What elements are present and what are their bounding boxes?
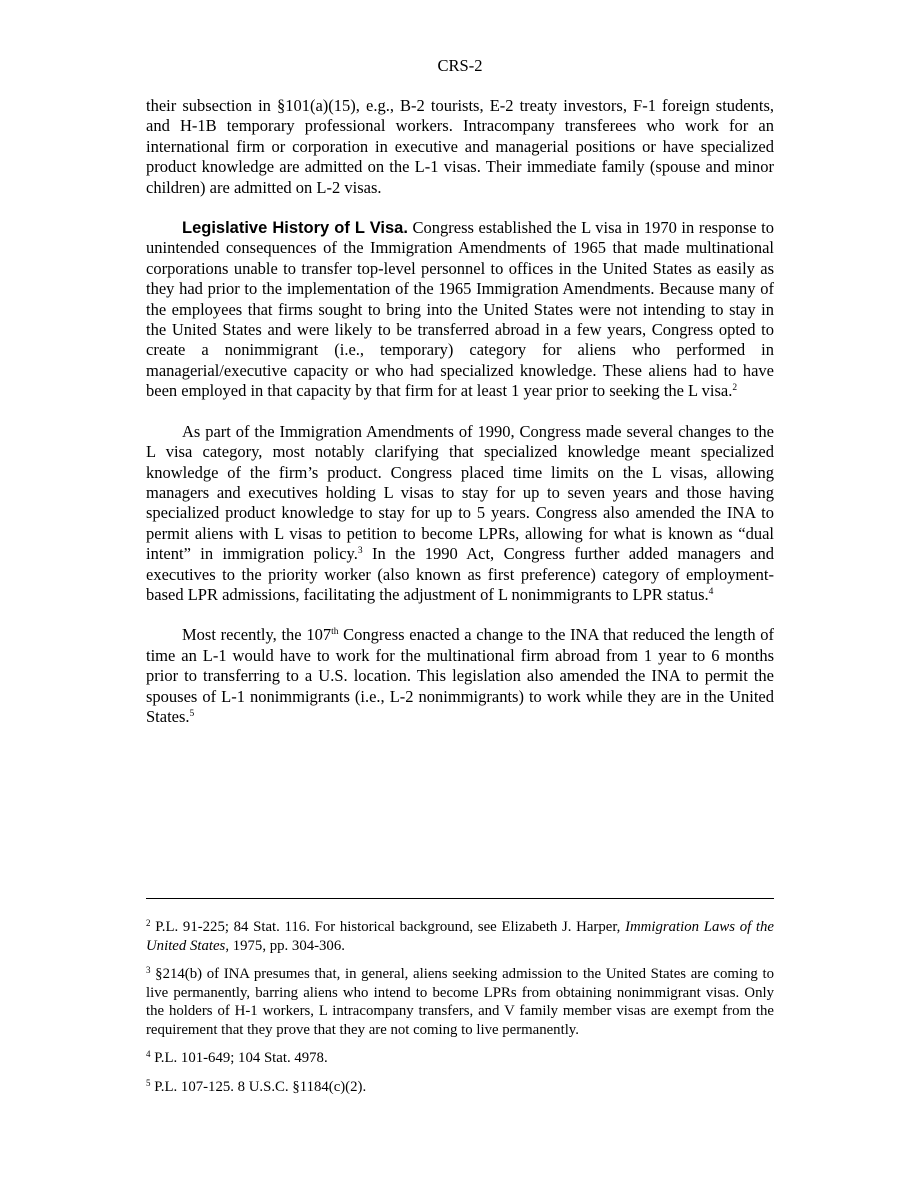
- body-text: [146, 96, 774, 747]
- paragraph-visa-categories: [146, 96, 774, 198]
- paragraph-legislative-history: [146, 218, 774, 402]
- footnote-ref-2[interactable]: 2: [732, 383, 738, 394]
- paragraph-text: Congress established the L visa in 1970 in response to unintended consequences of the Immigration Amendments of 1965 that made multinational corporations unable to transfer top-level personnel to offices in the United States as easily as they had prior to the implementation of the 1965 Immigration Amendments. Because many of the employees that firms sought to bring into the United States were not intending to stay in the United States and were likely to be transferred abroad in a few years, Congress opted to create a nonimmigrant (i.e., temporary) category for aliens who performed in managerial/executive capacity or who had specialized knowledge. These aliens had to have been employed in that capacity by that firm for at least 1 year prior to seeking the L visa.: [146, 218, 774, 401]
- paragraph-text: As part of the Immigration Amendments of 1990, Congress made several changes to the L visa category, most notably clarifying that specialized knowledge meant specialized knowledge of the firm’s product. Congress placed time limits on the L visas, allowing managers and executives holding L visas to stay for up to seven years and those having specialized product knowledge to stay for up to 5 years. Congress also amended the INA to permit aliens with L visas to petition to become LPRs, allowing for what is known as “dual intent” in immigration policy.: [146, 421, 774, 564]
- footnote-5: [146, 1078, 774, 1097]
- footnote-text: P.L. 91-225; 84 Stat. 116. For historical background, see Elizabeth J. Harper,: [150, 919, 626, 935]
- paragraph-107th-congress: [146, 625, 774, 727]
- paragraph-text: Congress enacted a change to the INA that reduced the length of time an L-1 would have to work for the multinational firm abroad from 1 year to 6 months prior to transferring to a U.S. location. This legislation also amended the INA to permit the spouses of L-1 nonimmigrants (i.e., L-2 nonimmigrants) to work while they are in the United States.: [146, 625, 774, 726]
- paragraph-text: Most recently, the 107: [182, 625, 332, 645]
- footnote-text: , 1975, pp. 304-306.: [225, 937, 345, 954]
- footnote-text: P.L. 101-649; 104 Stat. 4978.: [150, 1050, 328, 1066]
- footnote-2: [146, 918, 774, 955]
- footnote-3: [146, 965, 774, 1039]
- paragraph-text: In the 1990 Act, Congress further added managers and executives to the priority worker (also known as first preference) category of employment-based LPR admissions, facilitating the adjustment of L nonimmigrants to LPR status.: [146, 544, 774, 604]
- footnote-ref-5[interactable]: 5: [189, 708, 195, 719]
- footnote-number: 4: [146, 1049, 151, 1059]
- footnote-text: §214(b) of INA presumes that, in general, aliens seeking admission to the United States are coming to live permanently, barring aliens who intend to become LPRs from obtaining nonimmigrant visas. Only the holders of H-1 workers, L intracompany transfers, and V family member visas are exempt from the requirement that they prove that they are not coming to live permanently.: [146, 966, 774, 1038]
- section-heading: Legislative History of L Visa.: [182, 219, 408, 238]
- footnote-number: 5: [146, 1077, 151, 1088]
- footnote-4: [146, 1049, 774, 1068]
- paragraph-text: their subsection in §101(a)(15), e.g., B-2 tourists, E-2 treaty investors, F-1 foreign students, and H-1B temporary professional workers. Intracompany transferees who work for an international firm or corporation in executive and managerial positions or have specialized product knowledge are admitted on the L-1 visas. Their immediate family (spouse and minor children) are admitted on L-2 visas.: [146, 96, 774, 197]
- footnote-divider: [146, 898, 774, 899]
- footnote-ref-3[interactable]: 3: [357, 546, 363, 557]
- footnote-number: 3: [146, 965, 151, 975]
- book-title: Immigration Laws of the United States: [146, 919, 774, 954]
- footnotes: [146, 918, 774, 1106]
- footnote-text: P.L. 107-125. 8 U.S.C. §1184(c)(2).: [150, 1078, 367, 1095]
- page-number: CRS-2: [437, 56, 483, 75]
- ordinal-suffix: th: [331, 627, 339, 638]
- footnote-number: 2: [146, 918, 151, 928]
- paragraph-1990-amendments: [146, 422, 774, 606]
- footnote-ref-4[interactable]: 4: [708, 586, 714, 597]
